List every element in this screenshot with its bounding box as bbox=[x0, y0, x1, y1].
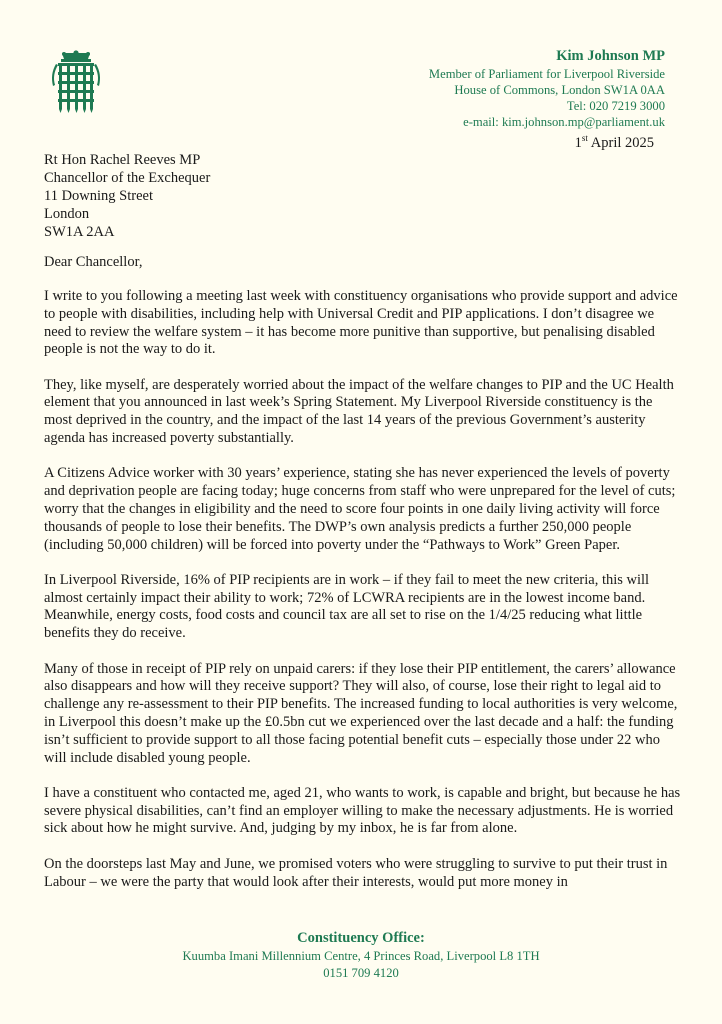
recipient-line: SW1A 2AA bbox=[44, 224, 115, 240]
mp-address: House of Commons, London SW1A 0AA bbox=[454, 83, 665, 97]
date-month-year: April 2025 bbox=[587, 134, 654, 151]
letter-body bbox=[44, 288, 684, 909]
mp-email: e-mail: kim.johnson.mp@parliament.uk bbox=[463, 115, 665, 129]
letter-date bbox=[575, 133, 654, 152]
recipient-address bbox=[44, 151, 210, 241]
body-paragraph: A Citizens Advice worker with 30 years’ experience, stating she has never experienced the levels of poverty and deprivation people are facing today; huge concerns from staff who were unprepared for the level of cuts; worry that the changes in eligibility and the need to score four points in one daily living activity will force thousands of people to lose their benefits. The DWP’s own analysis predicts a further 250,000 people (including 50,000 children) will be forced into poverty under the “Pathways to Work” Green Paper. bbox=[44, 465, 676, 553]
body-paragraph: I have a constituent who contacted me, aged 21, who wants to work, is capable and bright, but because he has severe physical disabilities, can’t find an employer willing to make the necessary adjustments. He is worried sick about how he might survive. And, judging by my inbox, he is far from alone. bbox=[44, 784, 681, 837]
constituency-office-footer bbox=[0, 928, 722, 981]
body-paragraph: They, like myself, are desperately worried about the impact of the welfare changes to PIP and the UC Health element that you announced in last week’s Spring Statement. My Liverpool Riverside constituency is the most deprived in the country, and the impact of the last 14 years of the previous Government’s austerity agenda has increased poverty substantially. bbox=[44, 376, 674, 447]
portcullis-crest-icon bbox=[48, 50, 104, 114]
footer-title: Constituency Office: bbox=[297, 930, 425, 946]
date-day: 1 bbox=[574, 134, 582, 151]
mp-name: Kim Johnson MP bbox=[556, 48, 665, 64]
body-paragraph: In Liverpool Riverside, 16% of PIP recipients are in work – if they fail to meet the new criteria, this will almost certainly impact their ability to work; 72% of LCWRA recipients are in the lowest income band. Meanwhile, energy costs, food costs and council tax are all set to rise on the 1/4/25 reducing what little benefits they do receive. bbox=[44, 571, 650, 642]
footer-phone: 0151 709 4120 bbox=[323, 965, 399, 980]
body-paragraph: Many of those in receipt of PIP rely on unpaid carers: if they lose their PIP entitlement, the carers’ allowance also disappears and how will they receive support? They will also, of course, lose their right to legal aid to challenge any re-assessment to their PIP benefits. The increased funding to local authorities is very welcome, in Liverpool this doesn’t make up the £0.5bn cut we experienced over the last decade and a half: the funding isn’t sufficient to provide support to all those facing potential benefit cuts – especially those under 22 who will include disabled young people. bbox=[44, 660, 678, 766]
recipient-line: London bbox=[44, 206, 90, 222]
letterhead bbox=[429, 46, 665, 130]
mp-role: Member of Parliament for Liverpool Riverside bbox=[428, 67, 665, 81]
footer-address: Kuumba Imani Millennium Centre, 4 Princes Road, Liverpool L8 1TH bbox=[182, 949, 540, 963]
recipient-line: Chancellor of the Exchequer bbox=[44, 170, 211, 186]
recipient-line: Rt Hon Rachel Reeves MP bbox=[44, 152, 201, 168]
recipient-line: 11 Downing Street bbox=[44, 188, 154, 204]
salutation: Dear Chancellor, bbox=[44, 254, 143, 270]
date-ordinal: st bbox=[581, 133, 588, 143]
mp-telephone: Tel: 020 7219 3000 bbox=[566, 99, 665, 113]
body-paragraph: On the doorsteps last May and June, we promised voters who were struggling to survive to put their trust in Labour – we were the party that would look after their interests, would put more money in bbox=[44, 855, 668, 890]
body-paragraph: I write to you following a meeting last week with constituency organisations who provide support and advice to people with disabilities, including help with Universal Credit and PIP applications. I don’t disagree we need to review the welfare system – it has become more punitive than supportive, but penalising disabled people is not the way to do it. bbox=[44, 288, 678, 358]
